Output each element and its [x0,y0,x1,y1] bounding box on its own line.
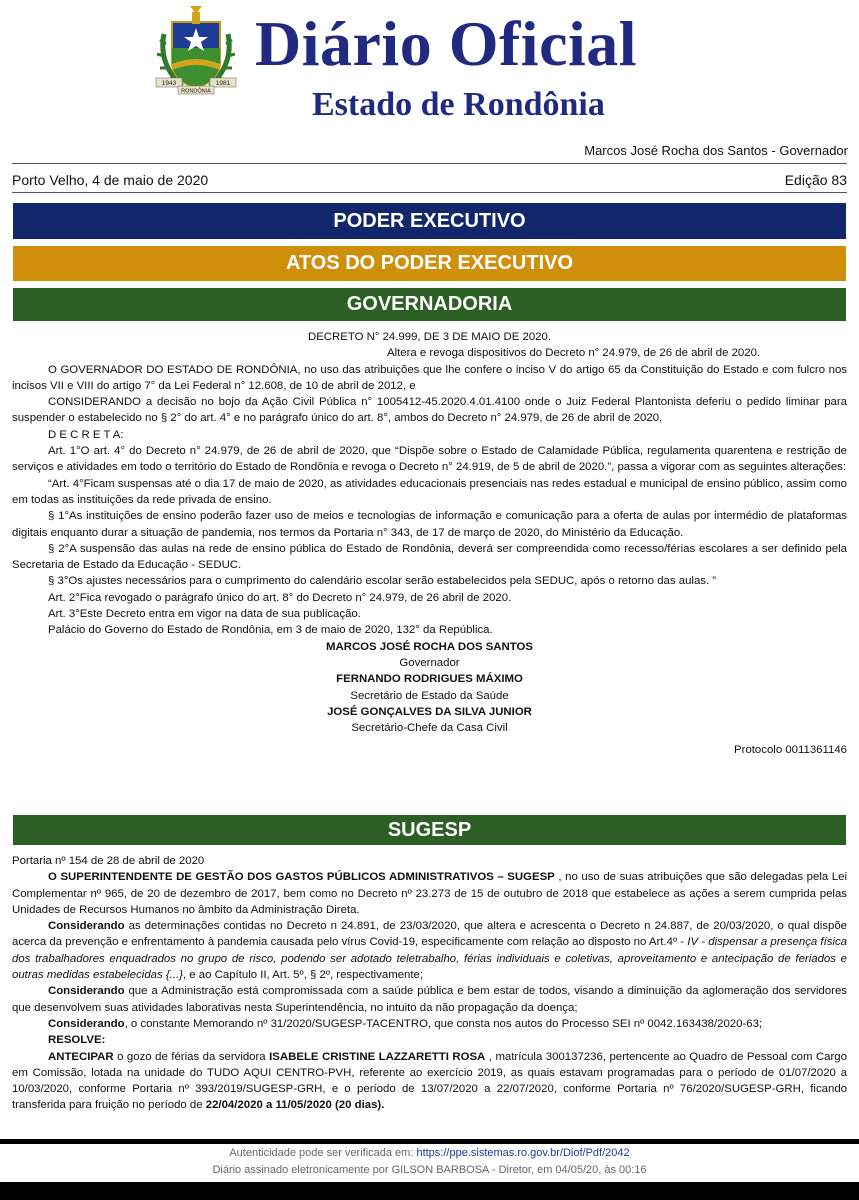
signature-name-health: FERNANDO RODRIGUES MÁXIMO [336,673,523,686]
decree-section [12,329,847,759]
page-footer [0,1139,859,1200]
antecipar-paragraph [12,1049,847,1114]
signature-role-governor: Governador [399,656,460,669]
signature-role-health: Secretário de Estado da Saúde [350,689,509,702]
place-date: Porto Velho, 4 de maio de 2020 [12,172,209,188]
banner-sugesp: SUGESP [13,815,846,845]
considerando-3-text: , o constante Memorando nº 31/2020/SUGESP-TACENTRO, que consta nos autos do Processo SEI nº 0042.163438/2020-63; [124,1017,763,1030]
decree-decreta: D E C R E T A: [48,428,124,441]
crest-year-right: 1981 [215,80,231,87]
antecipar-details: , matrícula 300137236, pertencente ao Quadro de Pessoal com Cargo em Comissão, lotada na unidade do TUDO AQUI CENTRO-PVH, referente ao exercício 2019, as quais estavam programadas para o período de 01/07/2020 a 10/03/2020, conforme Portaria nº 393/2019/SUGESP-GRH, e o período de 13/07/2020 a 22/07/2020, conforme Portaria nº 76/2020/SUGESP-GRH, ficando transferida para fruição no período de [12,1050,847,1112]
decree-considerando: CONSIDERANDO a decisão no bojo da Ação Civil Pública n° 1005412-45.2020.4.01.4100 onde o Juiz Federal Plantonista deferiu o pedido liminar para suspender o estabelecido no § 2° do art. 4° e no parágrafo único do art. 8°, ambos do Decreto n° 24.979, de 26 de abril de 2020, [12,396,847,425]
resolve-heading: RESOLVE: [48,1034,106,1047]
edition-number: Edição 83 [784,172,847,188]
decree-ementa: Altera e revoga dispositivos do Decreto n° 24.979, de 26 de abril de 2020. [387,347,761,360]
signature-role-civil-house: Secretário-Chefe da Casa Civil [351,722,508,735]
portaria-preamble [12,869,847,918]
gazette-subtitle: Estado de Rondônia [312,86,605,123]
decree-preamble: O GOVERNADOR DO ESTADO DE RONDÔNIA, no uso das atribuições que lhe confere o inciso V do artigo 65 da Constituição do Estado e com fulcro nos incisos VII e VIII do artigo 7° da Lei Federal n° 12.608, de 10 de abril de 2012, e [12,363,847,392]
signature-name-governor: MARCOS JOSÉ ROCHA DOS SANTOS [326,640,533,653]
decree-art-1: Art. 1°O art. 4° do Decreto n° 24.979, de 26 de abril de 2020, que “Dispõe sobre o Estado de Calamidade Pública, regulamenta quarentena e restrição de serviços e atividades em todo o território do Estado de Rondônia e revoga o Decreto n° 24.919, de 5 de abril de 2020.”, passa a vigorar com as seguintes alterações: [12,445,847,474]
decree-title: DECRETO N° 24.999, DE 3 DE MAIO DE 2020. [307,331,551,343]
decree-palacio: Palácio do Governo do Estado de Rondônia, em 3 de maio de 2020, 132° da República. [48,624,493,637]
antecipar-text: o gozo de férias da servidora [113,1050,270,1063]
banner-poder-executivo: PODER EXECUTIVO [13,203,846,239]
employee-name: ISABELE CRISTINE LAZZARETTI ROSA [269,1050,486,1063]
banner-atos-poder-executivo: ATOS DO PODER EXECUTIVO [13,246,846,281]
decree-paragraph-3: § 3°Os ajustes necessários para o cumprimento do calendário escolar serão estabelecidos pela SEDUC, após o retorno das aulas. ” [48,575,717,588]
vacation-period: 22/04/2020 a 11/05/2020 (20 dias). [205,1099,385,1112]
considerando-3-label: Considerando [48,1017,125,1030]
masthead [0,0,859,160]
decree-paragraph-1: § 1°As instituições de ensino poderão fazer uso de meios e tecnologias de informação e comunicação para a oferta de aulas por intermédio de plataformas digitais enquanto durar a situação de pandemia, nos termos da Portaria n° 343, de 17 de março de 2020, do Ministério da Educação. [12,510,847,539]
crest-year-left: 1943 [161,80,177,87]
authenticity-text: Autenticidade pode ser verificada em: [229,1147,417,1159]
considerando-1-tail: , e ao Capítulo II, Art. 5º, § 2º, respectivamente; [182,969,424,982]
banner-governadoria: GOVERNADORIA [13,288,846,321]
sugesp-section [12,853,847,1114]
header-divider-top [12,163,847,164]
portaria-title: Portaria nº 154 de 28 de abril de 2020 [12,855,205,867]
considerando-2-text: que a Administração está compromissada com a saúde pública e bem estar de todos, visando a diminuição da aglomeração dos servidores que desenvolvem suas atividades laborativas nesta Superintendência, no intuito da não propagação da doença; [12,985,847,1014]
antecipar-label: ANTECIPAR [48,1050,114,1063]
considerando-1-label: Considerando [48,920,125,933]
authenticity-link[interactable]: https://ppe.sistemas.ro.gov.br/Diof/Pdf/2042 [416,1147,630,1159]
crest-label: RONDÔNIA [181,88,211,95]
state-crest-icon [152,4,240,96]
footer-rule [0,1139,859,1144]
portaria-authority: O SUPERINTENDENTE DE GESTÃO DOS GASTOS PÚBLICOS ADMINISTRATIVOS – SUGESP [48,871,555,884]
dateline [12,172,847,188]
decree-art-4: “Art. 4°Ficam suspensas até o dia 17 de maio de 2020, as atividades educacionais presenciais nas redes estadual e municipal de ensino público, assim como em todas as instituições da rede privada de ensino. [12,477,847,506]
gazette-title: Diário Oficial [255,8,638,79]
header-divider-bottom [12,192,847,193]
considerando-2-label: Considerando [48,985,125,998]
decree-paragraph-2: § 2°A suspensão das aulas na rede de ensino pública do Estado de Rondônia, deverá ser compreendida como recesso/férias escolares a ser definido pela Secretaria de Estado da Educação - SEDUC. [12,542,847,572]
considerando-1 [12,918,847,983]
considerando-2 [12,983,847,1016]
signed-line: Diário assinado eletronicamente por GILSON BARBOSA - Diretor, em 04/05/20, às 00:16 [212,1164,647,1176]
decree-art-2: Art. 2°Fica revogado o parágrafo único do art. 8° do Decreto n° 24.979, de 26 abril de 2020. [48,591,512,604]
governor-line: Marcos José Rocha dos Santos - Governador [584,143,848,158]
considerando-1-text: as determinações contidas no Decreto n 24.891, de 23/03/2020, que altera e acrescenta o Decreto n 24.887, de 20/03/2020, o qual dispõe acerca da prevenção e enfrentamento à pandemia causada pelo vírus Covid-19, especificamente com relação ao disposto no Art.4º - [12,920,847,949]
footer-bottom-bar [0,1182,859,1200]
decree-protocol: Protocolo 0011361146 [734,744,847,757]
authenticity-line [0,1147,859,1159]
considerando-1-quote: IV - dispensar a presença física dos trabalhadores enquadrados no grupo de risco, podendo ser adotado teletrabalho, férias individuais e coletivas, aproveitamento e antecipação de feriados e outras medidas estabelecidas {...} [12,936,847,982]
portaria-preamble-text: , no uso de suas atribuições que são delegadas pela Lei Complementar nº 965, de 20 de dezembro de 2017, bem como no Decreto nº 23.273 de 15 de outubro de 2018 que estabelece as ações a serem cumprida pelas Unidades de Recursos Humanos no âmbito da Administração Direta. [12,871,847,916]
considerando-3 [12,1016,847,1032]
decree-art-3: Art. 3°Este Decreto entra em vigor na data de sua publicação. [48,608,361,621]
signature-name-civil-house: JOSÉ GONÇALVES DA SILVA JUNIOR [327,705,532,718]
